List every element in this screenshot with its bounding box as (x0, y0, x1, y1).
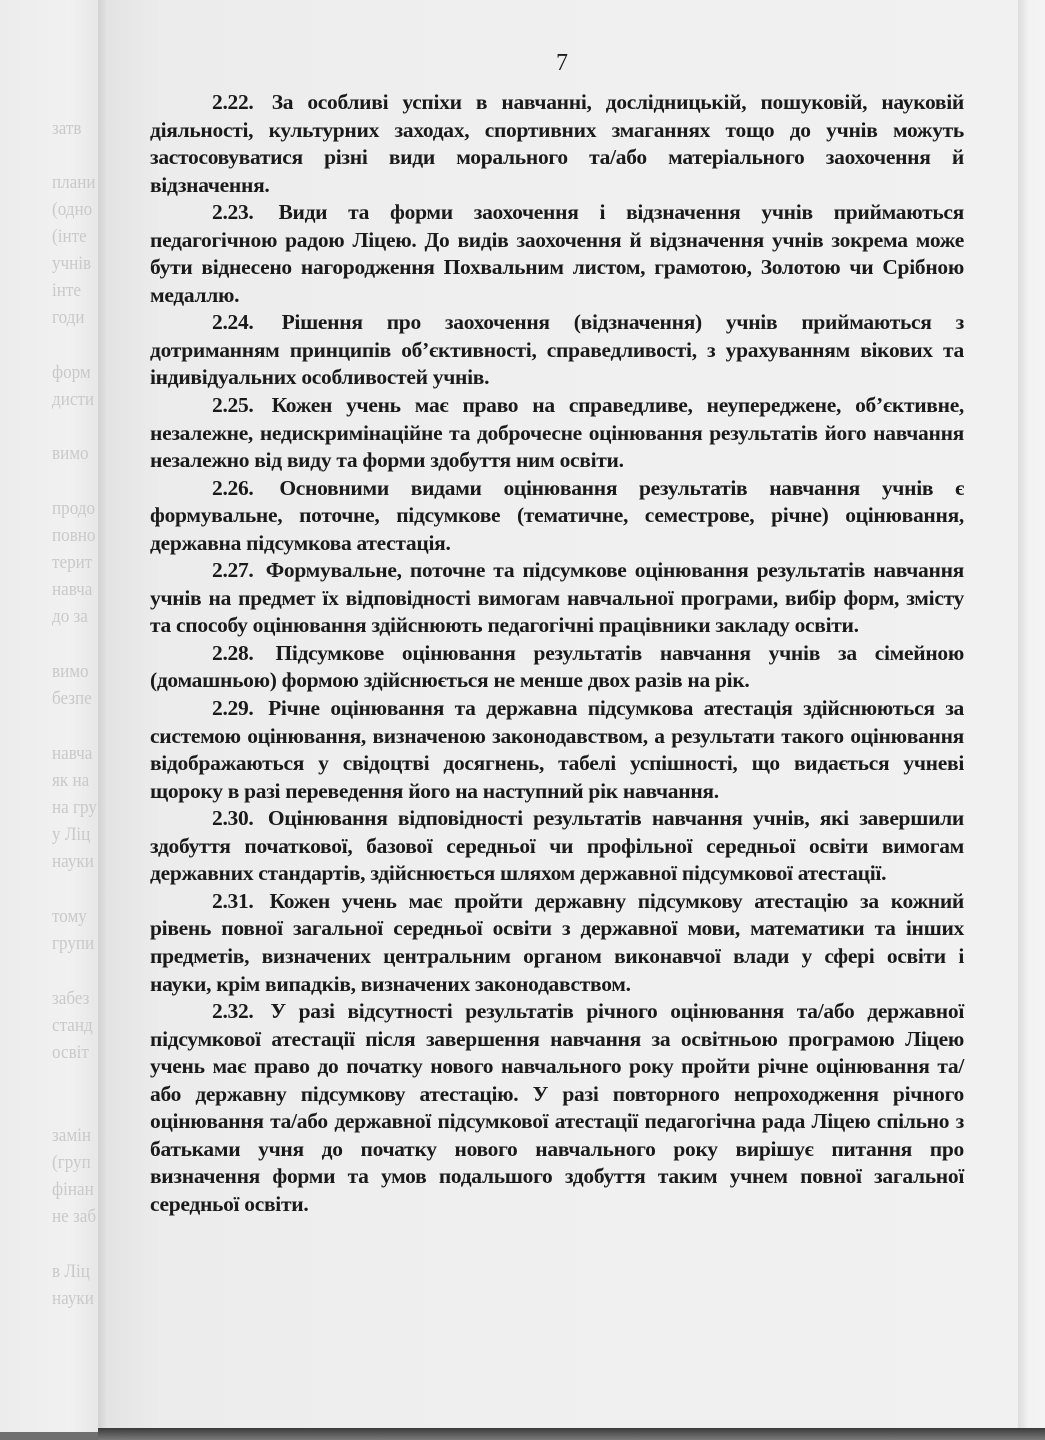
paragraph-number: 2.24. (212, 310, 254, 335)
paragraph-text: Види та форми заохочення і відзначення учнів приймаються педагогічною радою Ліцею. До видів заохочення й відзначення учнів зокрема може бути віднесено нагородження Похвальним листом, грамотою, Золотою чи Срібною медаллю. (150, 200, 964, 307)
paragraph-text: У разі відсутності результатів річного оцінювання та/або державної підсумкової атестації після завершення навчання за освітньою програмою Ліцею учень має право до початку нового навчального року пройти річне оцінювання та/або державну підсумкову атестацію. У разі повторного непроходження річного оцінювання та/або державної підсумкової атестації педагогічна рада Ліцею спільно з батьками учня до початку нового навчального року вирішує питання про визначення форми та умов подальшого здобуття таким учнем повної загальної середньої освіти. (150, 999, 964, 1216)
page-right-edge (1018, 0, 1045, 1432)
scanner-bottom-edge (98, 1428, 1045, 1440)
adjacent-page-fragment: на гру (52, 797, 97, 818)
adjacent-page-fragment: затв (52, 118, 82, 139)
paragraph-number: 2.29. (212, 696, 254, 721)
paragraph-text: Рішення про заохочення (відзначення) учнів приймаються з дотриманням принципів об’єктивності, справедливості, з урахуванням вікових та індивідуальних особливостей учнів. (150, 310, 965, 390)
paragraph-number: 2.31. (212, 888, 254, 913)
adjacent-page-fragment: у Ліц (52, 824, 91, 845)
adjacent-page-fragment: забез (52, 988, 90, 1009)
paragraph-number: 2.30. (212, 806, 254, 831)
adjacent-page-fragment: освіт (52, 1042, 89, 1063)
paragraph-2-24 (150, 309, 964, 392)
adjacent-page-fragment: плани (52, 172, 96, 193)
adjacent-page-fragment: науки (52, 851, 94, 872)
adjacent-page-fragment: годи (52, 307, 85, 328)
paragraph-2-29 (150, 695, 964, 805)
paragraph-2-32 (150, 998, 964, 1218)
paragraph-2-27 (150, 557, 964, 640)
adjacent-page-fragment: інте (52, 280, 81, 301)
adjacent-page-fragment: вимо (52, 443, 89, 464)
paragraph-text: Оцінювання відповідності результатів навчання учнів, які завершили здобуття початкової, базової середньої чи профільної середньої освіти вимогам державних стандартів, здійснюється шляхом державної підсумкової атестації. (150, 806, 965, 886)
adjacent-page-fragment: дисти (52, 389, 95, 410)
paragraph-number: 2.32. (212, 999, 254, 1024)
paragraph-number: 2.22. (212, 90, 254, 114)
adjacent-page-fragment: не заб (52, 1206, 97, 1227)
paragraph-text: Основними видами оцінювання результатів навчання учнів є формувальне, поточне, підсумкове (тематичне, семестрове, річне) оцінювання, державна підсумкова атестація. (150, 475, 965, 555)
adjacent-page-fragment: навча (52, 579, 93, 600)
paragraph-number: 2.28. (212, 640, 254, 665)
paragraph-text: За особливі успіхи в навчанні, дослідницькій, пошуковій, науковій діяльності, культурних заходах, спортивних змаганнях тощо до учнів можуть застосовуватися різні види морального та/або матеріального заохочення й відзначення. (150, 90, 965, 197)
adjacent-page-fragment: безпе (52, 688, 92, 709)
paragraph-number: 2.25. (212, 393, 254, 418)
adjacent-page-fragment: станд (52, 1015, 93, 1036)
adjacent-page-fragment: (інте (52, 226, 87, 247)
paragraph-number: 2.26. (212, 475, 254, 500)
adjacent-page-fragment: (груп (52, 1152, 91, 1173)
adjacent-page-fragment: (одно (52, 199, 93, 220)
paragraph-2-28 (150, 640, 964, 695)
adjacent-page-fragment: учнів (52, 253, 92, 274)
paragraph-2-22 (150, 89, 964, 199)
adjacent-page-fragment: повно (52, 525, 96, 546)
paragraph-2-25 (150, 392, 964, 475)
paragraph-2-30 (150, 805, 964, 888)
paragraph-number: 2.27. (212, 558, 254, 583)
paragraph-2-23 (150, 199, 964, 309)
adjacent-page-fragment: фінан (52, 1179, 94, 1200)
paragraph-2-26 (150, 475, 964, 558)
adjacent-page-fragment: групи (52, 933, 95, 954)
adjacent-page-fragment: вимо (52, 661, 89, 682)
adjacent-page-edge (0, 0, 100, 1432)
paragraph-2-31 (150, 888, 964, 998)
adjacent-page-fragment: продо (52, 498, 96, 519)
adjacent-page-fragment: тому (52, 906, 87, 927)
adjacent-page-fragment: в Ліц (52, 1261, 90, 1282)
adjacent-page-fragment: науки (52, 1288, 94, 1309)
document-body (150, 89, 964, 1218)
paragraph-text: Кожен учень має право на справедливе, неупереджене, об’єктивне, незалежне, недискримінаційне та доброчесне оцінювання результатів його навчання незалежно від виду та форми здобуття ним освіти. (150, 393, 965, 473)
adjacent-page-fragment: замін (52, 1125, 92, 1146)
adjacent-page-fragment: форм (52, 362, 91, 383)
adjacent-page-fragment: до за (52, 606, 88, 627)
adjacent-page-fragment: як на (52, 770, 90, 791)
paragraph-text: Річне оцінювання та державна підсумкова атестація здійснюються за системою оцінювання, визначеною законодавством, а результати такого оцінювання відображаються у свідоцтві досягнень, табелі успішності, що видається учневі щороку в разі переведення його на наступний рік навчання. (150, 696, 965, 803)
adjacent-page-fragment: навча (52, 743, 93, 764)
page-number: 7 (556, 50, 568, 76)
document-page (106, 0, 1018, 1430)
paragraph-text: Кожен учень має пройти державну підсумкову атестацію за кожний рівень повної загальної середньої освіти з державної мови, математики та інших предметів, визначених центральним органом виконавчої влади у сфері освіти і науки, крім випадків, визначених законодавством. (150, 888, 965, 996)
paragraph-text: Формувальне, поточне та підсумкове оцінювання результатів навчання учнів на предмет їх відповідності вимогам навчальної програми, вибір форм, змісту та способу оцінювання здійснюють педагогічні працівники закладу освіти. (150, 558, 965, 638)
paragraph-text: Підсумкове оцінювання результатів навчання учнів за сімейною (домашньою) формою здійснюється не менше двох разів на рік. (150, 640, 964, 693)
paragraph-number: 2.23. (212, 200, 254, 225)
adjacent-page-fragment: терит (52, 552, 93, 573)
